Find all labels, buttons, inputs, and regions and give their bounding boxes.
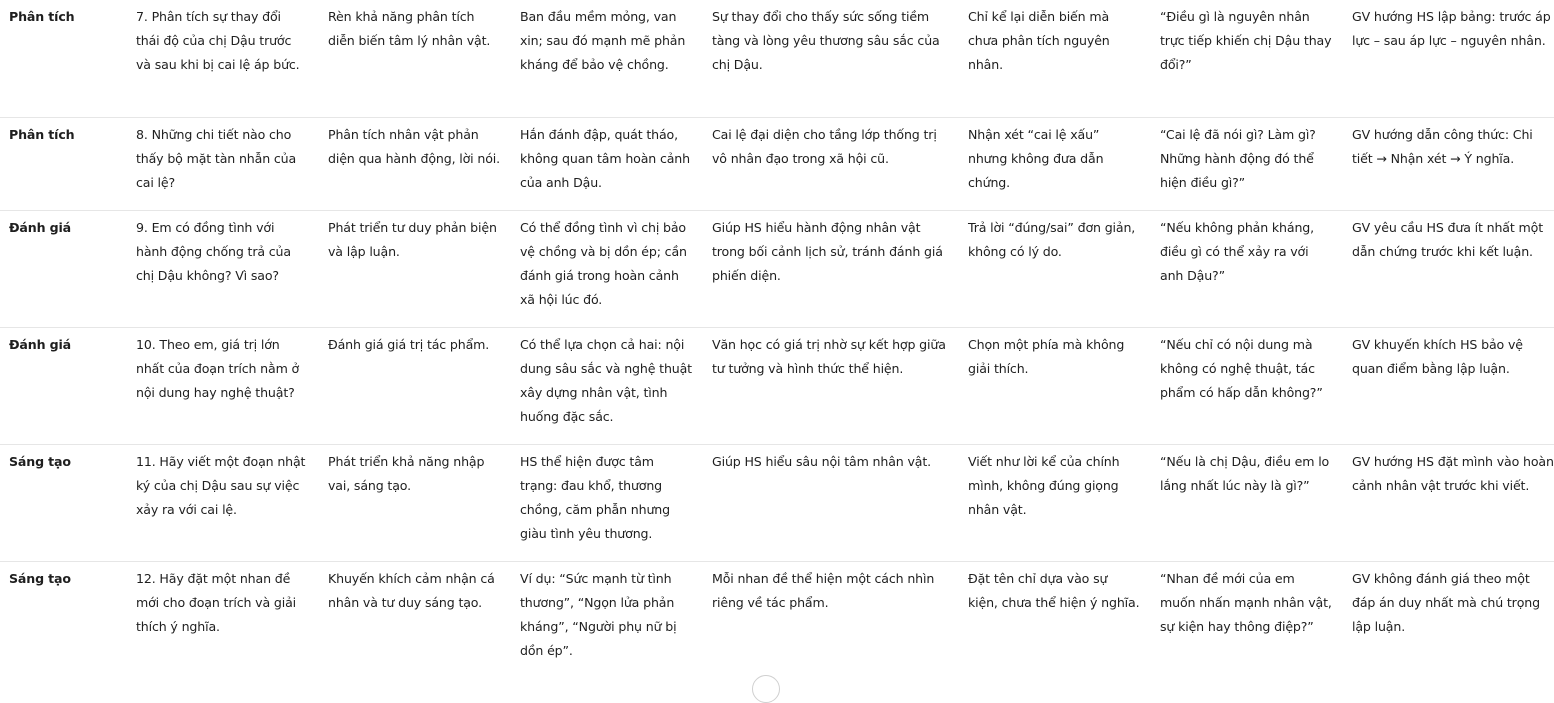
expected-answer-cell: Có thể đồng tình vì chị bảo vệ chồng và bị dồn ép; cần đánh giá trong hoàn cảnh xã hội lúc đó. xyxy=(520,219,687,307)
common-error-cell: Trả lời “đúng/sai” đơn giản, không có lý do. xyxy=(968,219,1136,259)
question-cell: 8. Những chi tiết nào cho thấy bộ mặt tàn nhẫn của cai lệ? xyxy=(136,126,297,190)
expected-answer-cell: Ban đầu mềm mỏng, van xin; sau đó mạnh mẽ phản kháng để bảo vệ chồng. xyxy=(520,9,686,72)
support-question-cell: “Nhan đề mới của em muốn nhấn mạnh nhân vật, sự kiện hay thông điệp?” xyxy=(1160,570,1332,634)
teacher-guidance-cell: GV hướng HS lập bảng: trước áp lực – sau áp lực – nguyên nhân. xyxy=(1352,9,1551,48)
meaning-cell: Văn học có giá trị nhờ sự kết hợp giữa tư tưởng và hình thức thể hiện. xyxy=(712,336,946,376)
meaning-cell: Cai lệ đại diện cho tầng lớp thống trị vô nhân đạo trong xã hội cũ. xyxy=(712,126,937,166)
goal-cell: Khuyến khích cảm nhận cá nhân và tư duy sáng tạo. xyxy=(328,570,495,610)
common-error-cell: Chỉ kể lại diễn biến mà chưa phân tích nguyên nhân. xyxy=(968,9,1110,72)
scroll-down-button[interactable] xyxy=(752,675,780,703)
teacher-guidance-cell: GV khuyến khích HS bảo vệ quan điểm bằng lập luận. xyxy=(1352,336,1523,376)
goal-cell: Phân tích nhân vật phản diện qua hành động, lời nói. xyxy=(328,126,500,166)
common-error-cell: Đặt tên chỉ dựa vào sự kiện, chưa thể hiện ý nghĩa. xyxy=(968,570,1140,610)
level-cell: Đánh giá xyxy=(9,336,71,352)
level-cell: Sáng tạo xyxy=(9,570,71,586)
support-question-cell: “Cai lệ đã nói gì? Làm gì? Những hành động đó thể hiện điều gì?” xyxy=(1160,126,1316,190)
teacher-guidance-cell: GV không đánh giá theo một đáp án duy nhất mà chú trọng lập luận. xyxy=(1352,570,1540,634)
table-row xyxy=(0,210,1554,327)
table-row xyxy=(0,561,1554,678)
teacher-guidance-cell: GV hướng HS đặt mình vào hoàn cảnh nhân vật trước khi viết. xyxy=(1352,453,1554,493)
meaning-cell: Sự thay đổi cho thấy sức sống tiềm tàng và lòng yêu thương sâu sắc của chị Dậu. xyxy=(712,9,940,72)
goal-cell: Phát triển tư duy phản biện và lập luận. xyxy=(328,219,497,259)
level-cell: Đánh giá xyxy=(9,219,71,235)
table-row xyxy=(0,444,1554,561)
support-question-cell: “Nếu không phản kháng, điều gì có thể xảy ra với anh Dậu?” xyxy=(1160,219,1314,283)
teacher-guidance-cell: GV yêu cầu HS đưa ít nhất một dẫn chứng trước khi kết luận. xyxy=(1352,219,1543,259)
goal-cell: Phát triển khả năng nhập vai, sáng tạo. xyxy=(328,453,485,493)
meaning-cell: Mỗi nhan đề thể hiện một cách nhìn riêng về tác phẩm. xyxy=(712,570,935,610)
expected-answer-cell: Ví dụ: “Sức mạnh từ tình thương”, “Ngọn lửa phản kháng”, “Người phụ nữ bị dồn ép”. xyxy=(520,570,677,658)
question-cell: 10. Theo em, giá trị lớn nhất của đoạn trích nằm ở nội dung hay nghệ thuật? xyxy=(136,336,300,400)
common-error-cell: Nhận xét “cai lệ xấu” nhưng không đưa dẫn chứng. xyxy=(968,126,1104,190)
meaning-cell: Giúp HS hiểu sâu nội tâm nhân vật. xyxy=(712,453,931,469)
teacher-guidance-cell: GV hướng dẫn công thức: Chi tiết → Nhận xét → Ý nghĩa. xyxy=(1352,126,1533,166)
question-cell: 9. Em có đồng tình với hành động chống trả của chị Dậu không? Vì sao? xyxy=(136,219,291,283)
level-cell: Sáng tạo xyxy=(9,453,71,469)
expected-answer-cell: HS thể hiện được tâm trạng: đau khổ, thương chồng, căm phẫn nhưng giàu tình yêu thương. xyxy=(520,453,670,541)
question-cell: 11. Hãy viết một đoạn nhật ký của chị Dậu sau sự việc xảy ra với cai lệ. xyxy=(136,453,306,517)
question-cell: 12. Hãy đặt một nhan đề mới cho đoạn trích và giải thích ý nghĩa. xyxy=(136,570,296,634)
meaning-cell: Giúp HS hiểu hành động nhân vật trong bối cảnh lịch sử, tránh đánh giá phiến diện. xyxy=(712,219,943,283)
table-row xyxy=(0,327,1554,444)
expected-answer-cell: Hắn đánh đập, quát tháo, không quan tâm hoàn cảnh của anh Dậu. xyxy=(520,126,690,190)
level-cell: Phân tích xyxy=(9,9,75,24)
common-error-cell: Chọn một phía mà không giải thích. xyxy=(968,336,1125,376)
table-row xyxy=(0,117,1554,210)
expected-answer-cell: Có thể lựa chọn cả hai: nội dung sâu sắc và nghệ thuật xây dựng nhân vật, tình huống đặc sắc. xyxy=(520,336,692,424)
level-cell: Phân tích xyxy=(9,126,75,142)
table-row xyxy=(0,0,1554,117)
support-question-cell: “Điều gì là nguyên nhân trực tiếp khiến chị Dậu thay đổi?” xyxy=(1160,9,1332,72)
support-question-cell: “Nếu là chị Dậu, điều em lo lắng nhất lúc này là gì?” xyxy=(1160,453,1330,493)
support-question-cell: “Nếu chỉ có nội dung mà không có nghệ thuật, tác phẩm có hấp dẫn không?” xyxy=(1160,336,1323,400)
goal-cell: Rèn khả năng phân tích diễn biến tâm lý nhân vật. xyxy=(328,9,491,48)
goal-cell: Đánh giá giá trị tác phẩm. xyxy=(328,336,490,352)
question-cell: 7. Phân tích sự thay đổi thái độ của chị Dậu trước và sau khi bị cai lệ áp bức. xyxy=(136,9,300,72)
common-error-cell: Viết như lời kể của chính mình, không đúng giọng nhân vật. xyxy=(968,453,1120,517)
